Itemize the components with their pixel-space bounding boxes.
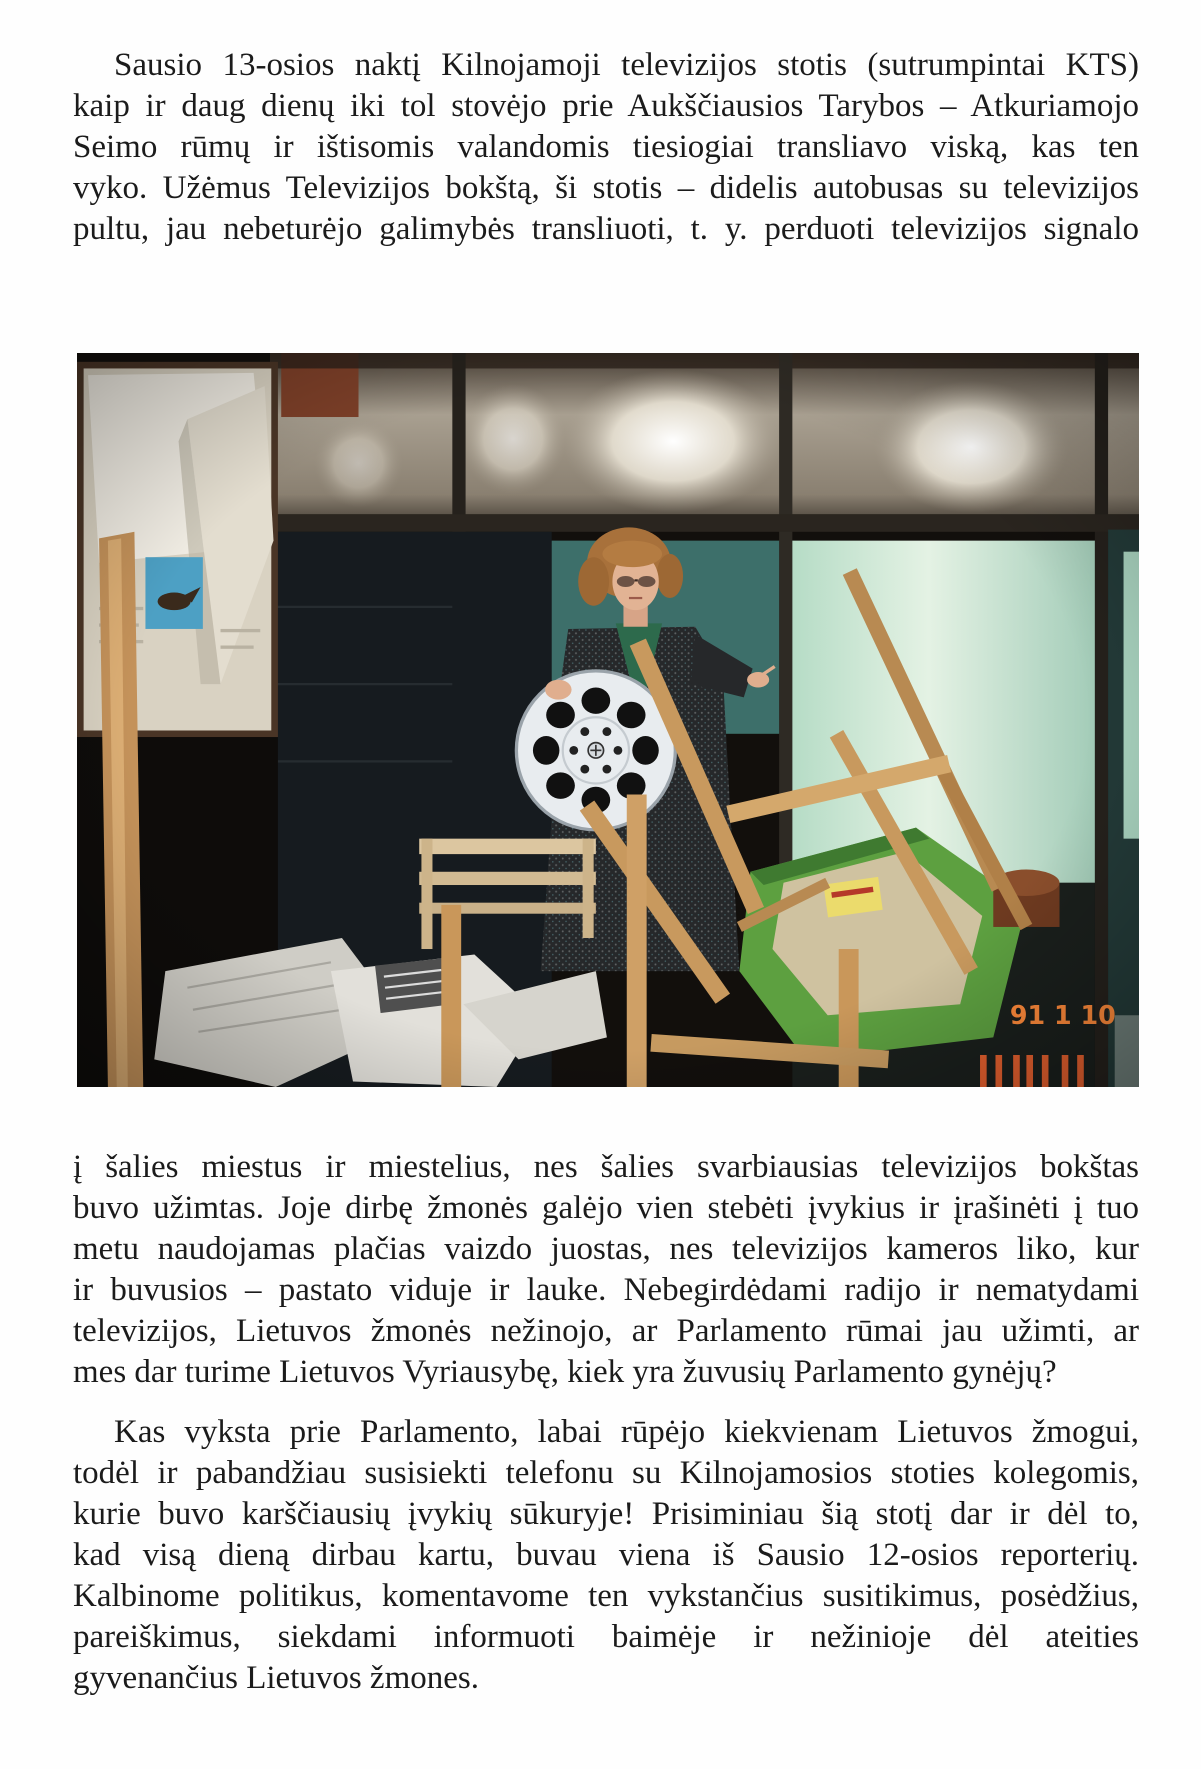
text-line: Seimo rūmų ir ištisomis valandomis tiesiogiai transliavo viską, kas ten <box>73 129 1139 165</box>
text-line: kad visą dieną dirbau kartu, buvau viena iš Sausio 12-osios reporterių. <box>73 1537 1139 1573</box>
paragraph-2 <box>73 1412 1139 1699</box>
text-line: kurie buvo karščiausių įvykių sūkuryje! Prisiminiau šią stotį dar ir dėl to, <box>73 1496 1139 1532</box>
text-line: mes dar turime Lietuvos Vyriausybę, kiek yra žuvusių Parlamento gynėjų? <box>73 1354 1057 1390</box>
photograph-woman-with-film-reel <box>77 353 1139 1087</box>
paragraph-1-start <box>73 45 1139 250</box>
text-line: gyvenančius Lietuvos žmones. <box>73 1660 479 1696</box>
text-line: Kalbinome politikus, komentavome ten vykstančius susitikimus, posėdžius, <box>73 1578 1139 1614</box>
photo-vignette <box>77 353 1139 1087</box>
text-line: Sausio 13-osios naktį Kilnojamoji televizijos stotis (sutrumpintai KTS) <box>114 47 1139 83</box>
text-line: televizijos, Lietuvos žmonės nežinojo, ar Parlamento rūmai jau užimti, ar <box>73 1313 1139 1349</box>
text-line: vyko. Užėmus Televizijos bokštą, ši stotis – didelis autobusas su televizijos <box>73 170 1139 206</box>
text-line: ir buvusios – pastato viduje ir lauke. Nebegirdėdami radijo ir nematydami <box>73 1272 1139 1308</box>
text-line: buvo užimtas. Joje dirbę žmonės galėjo vien stebėti įvykius ir įrašinėti į tuo <box>73 1190 1139 1226</box>
text-line: pareiškimus, siekdami informuoti baimėje ir nežinioje dėl ateities <box>73 1619 1139 1655</box>
text-line: Kas vyksta prie Parlamento, labai rūpėjo kiekvienam Lietuvos žmogui, <box>114 1414 1139 1450</box>
text-line: į šalies miestus ir miestelius, nes šalies svarbiausias televizijos bokštas <box>73 1149 1139 1185</box>
text-line: pultu, jau nebeturėjo galimybės transliuoti, t. y. perduoti televizijos signalo <box>73 211 1139 247</box>
text-line: metu naudojamas plačias vaizdo juostas, nes televizijos kameros liko, kur <box>73 1231 1139 1267</box>
text-line: todėl ir pabandžiau susisiekti telefonu su Kilnojamosios stoties kolegomis, <box>73 1455 1139 1491</box>
text-line: kaip ir daug dienų iki tol stovėjo prie Aukščiausios Tarybos – Atkuriamojo <box>73 88 1139 124</box>
paragraph-1-end <box>73 1147 1139 1393</box>
